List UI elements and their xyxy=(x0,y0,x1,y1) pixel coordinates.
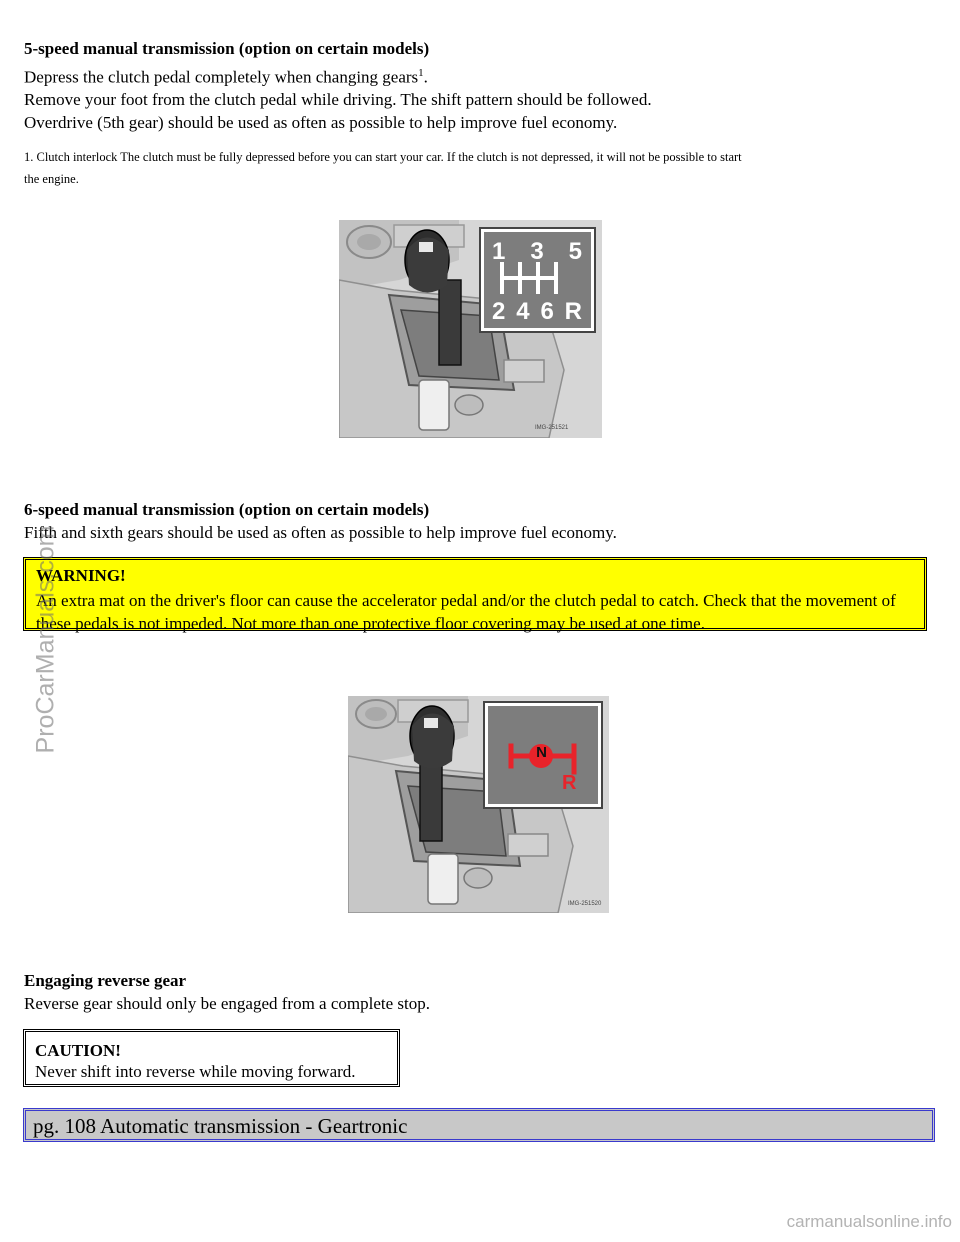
section-heading-6speed: 6-speed manual transmission (option on certain models) xyxy=(24,500,430,519)
paragraph-clutch-depress xyxy=(24,62,428,89)
next-page-link[interactable] xyxy=(23,1108,935,1142)
caution-box xyxy=(23,1029,400,1087)
warning-box xyxy=(23,557,927,631)
figure-reverse-gear xyxy=(348,696,609,913)
figure-gear-pattern-5-6speed xyxy=(339,220,602,438)
gear-4-label: 4 xyxy=(516,298,530,325)
pattern-bottom-row xyxy=(492,298,582,326)
paragraph-overdrive: Overdrive (5th gear) should be used as often as possible to help improve fuel economy. xyxy=(24,113,618,132)
reverse-gear-illustration xyxy=(348,696,609,913)
clutch-depress-end: . xyxy=(423,67,428,87)
side-watermark: ProCarManuals.com xyxy=(31,525,60,754)
warning-body: An extra mat on the driver's floor can cause the accelerator pedal and/or the clutch pedal to catch. Check that the movement of these pedals is not impeded. Not more than one protective floor covering may be used at one time. xyxy=(36,591,896,633)
figure-caption: IMG-251520 xyxy=(568,901,602,907)
gear-3-label: 3 xyxy=(530,238,544,265)
footer-watermark: carmanualsonline.info xyxy=(786,1212,952,1231)
gear-6-label: 6 xyxy=(540,298,554,325)
gear-r-label: R xyxy=(564,298,582,325)
paragraph-remove-foot: Remove your foot from the clutch pedal while driving. The shift pattern should be followed. xyxy=(24,90,652,109)
gear-5-label: 5 xyxy=(568,238,582,265)
warning-title: WARNING! xyxy=(36,566,126,585)
reverse-label: R xyxy=(562,772,577,794)
caution-title: CAUTION! xyxy=(35,1041,121,1060)
pattern-top-row xyxy=(492,238,582,266)
footnote-ref[interactable]: 1 xyxy=(418,67,424,79)
neutral-label: N xyxy=(536,744,547,761)
footnote-line-2: the engine. xyxy=(24,172,79,186)
section-heading-reverse: Engaging reverse gear xyxy=(24,971,187,990)
section-heading-5speed: 5-speed manual transmission (option on certain models) xyxy=(24,39,430,58)
clutch-depress-text: Depress the clutch pedal completely when changing gears xyxy=(24,67,419,87)
next-page-label[interactable]: pg. 108 Automatic transmission - Geartronic xyxy=(33,1114,408,1138)
gear-2-label: 2 xyxy=(492,298,506,325)
footnote xyxy=(24,146,934,190)
paragraph-fifth-sixth: Fifth and sixth gears should be used as often as possible to help improve fuel economy. xyxy=(24,523,617,542)
figure-caption: IMG-251521 xyxy=(535,425,569,431)
caution-body: Never shift into reverse while moving forward. xyxy=(35,1062,356,1081)
gear-1-label: 1 xyxy=(492,238,506,265)
paragraph-reverse-stop: Reverse gear should only be engaged from a complete stop. xyxy=(24,994,430,1013)
footnote-line-1: 1. Clutch interlock The clutch must be fully depressed before you can start your car. If the clutch is not depressed, it will not be possible to start xyxy=(24,150,742,164)
